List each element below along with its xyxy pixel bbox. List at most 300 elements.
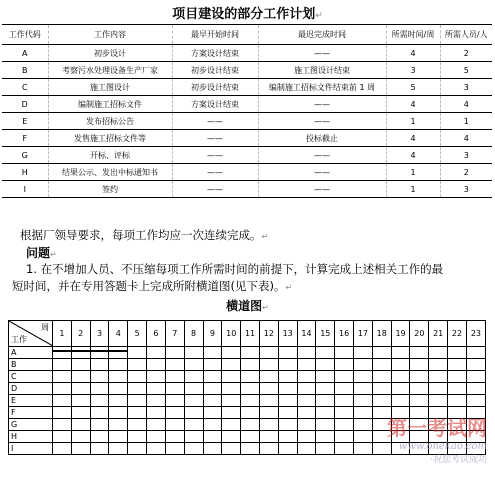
gantt-cell[interactable] — [410, 371, 429, 383]
plan-header-cell: 工作代码 — [2, 25, 48, 45]
week-header-cell: 14 — [297, 321, 316, 347]
gantt-cell[interactable] — [259, 395, 278, 407]
gantt-cell[interactable] — [391, 359, 410, 371]
week-header-cell: 21 — [429, 321, 448, 347]
work-plan-table — [2, 24, 492, 198]
requirement-text: 根据厂领导要求，每项工作均应一次连续完成。 — [20, 228, 262, 242]
gantt-cell[interactable] — [241, 371, 260, 383]
gantt-cell[interactable] — [53, 383, 72, 395]
plan-cell: 编制施工招标文件结束前 1 周 — [258, 79, 386, 96]
gantt-cell[interactable] — [354, 347, 373, 359]
gantt-cell[interactable] — [429, 347, 448, 359]
plan-cell: —— — [258, 147, 386, 164]
gantt-cell[interactable] — [109, 443, 128, 455]
plan-cell: 5 — [386, 79, 440, 96]
gantt-bar-segment — [72, 350, 90, 352]
gantt-cell[interactable] — [147, 359, 166, 371]
gantt-cell[interactable] — [297, 431, 316, 443]
gantt-cell[interactable] — [53, 431, 72, 443]
gantt-cell[interactable] — [128, 395, 147, 407]
plan-cell: 初步设计结束 — [172, 62, 258, 79]
gantt-cell[interactable] — [165, 383, 184, 395]
plan-header-cell: 所需人员/人 — [440, 25, 492, 45]
gantt-cell[interactable] — [410, 359, 429, 371]
week-header-cell: 10 — [222, 321, 241, 347]
gantt-cell[interactable] — [165, 347, 184, 359]
gantt-cell[interactable] — [90, 431, 109, 443]
gantt-cell[interactable] — [165, 419, 184, 431]
plan-row — [2, 164, 492, 181]
gantt-cell[interactable] — [53, 419, 72, 431]
gantt-cell[interactable] — [90, 407, 109, 419]
gantt-cell[interactable] — [147, 371, 166, 383]
gantt-cell[interactable] — [335, 347, 354, 359]
plan-row — [2, 79, 492, 96]
gantt-cell[interactable] — [90, 395, 109, 407]
plan-cell: 发售施工招标文件等 — [48, 130, 172, 147]
plan-cell: 结果公示、发出中标通知书 — [48, 164, 172, 181]
week-header-cell: 23 — [466, 321, 485, 347]
gantt-cell[interactable] — [354, 431, 373, 443]
gantt-cell[interactable] — [90, 419, 109, 431]
gantt-cell[interactable] — [109, 395, 128, 407]
question-line-2 — [12, 278, 495, 294]
gantt-cell[interactable] — [241, 347, 260, 359]
gantt-cell[interactable] — [53, 371, 72, 383]
gantt-cell[interactable] — [448, 395, 467, 407]
gantt-cell[interactable] — [335, 383, 354, 395]
week-header-cell: 13 — [278, 321, 297, 347]
gantt-cell[interactable] — [316, 359, 335, 371]
gantt-cell[interactable] — [90, 443, 109, 455]
gantt-cell[interactable] — [316, 419, 335, 431]
plan-cell: 方案设计结束 — [172, 96, 258, 113]
gantt-cell[interactable] — [203, 359, 222, 371]
gantt-cell[interactable] — [448, 359, 467, 371]
gantt-row — [9, 371, 486, 383]
gantt-cell[interactable] — [222, 431, 241, 443]
paragraph-mark-icon: ↵ — [262, 303, 269, 312]
gantt-cell[interactable] — [259, 407, 278, 419]
plan-cell: 1 — [440, 113, 492, 130]
gantt-cell[interactable] — [278, 419, 297, 431]
gantt-cell[interactable] — [335, 371, 354, 383]
plan-cell: 投标截止 — [258, 130, 386, 147]
gantt-cell[interactable] — [203, 407, 222, 419]
gantt-cell[interactable] — [410, 383, 429, 395]
gantt-cell[interactable] — [165, 431, 184, 443]
gantt-cell[interactable] — [278, 431, 297, 443]
plan-cell: 签约 — [48, 181, 172, 198]
plan-cell: —— — [258, 96, 386, 113]
gantt-cell[interactable] — [203, 395, 222, 407]
gantt-cell[interactable] — [354, 407, 373, 419]
plan-cell: 初步设计 — [48, 45, 172, 62]
week-header-cell: 18 — [372, 321, 391, 347]
week-header-cell: 11 — [241, 321, 260, 347]
gantt-cell[interactable] — [354, 443, 373, 455]
watermark — [387, 412, 487, 465]
gantt-cell[interactable] — [165, 443, 184, 455]
gantt-cell[interactable] — [147, 443, 166, 455]
gantt-cell[interactable] — [222, 407, 241, 419]
gantt-cell[interactable] — [222, 419, 241, 431]
gantt-cell[interactable] — [448, 383, 467, 395]
gantt-cell[interactable] — [410, 395, 429, 407]
plan-header-cell: 工作内容 — [48, 25, 172, 45]
plan-cell: —— — [172, 113, 258, 130]
plan-cell: 4 — [386, 96, 440, 113]
paragraph-mark-icon: ↵ — [261, 232, 269, 241]
gantt-cell[interactable] — [147, 383, 166, 395]
gantt-cell[interactable] — [109, 347, 128, 359]
gantt-cell[interactable] — [147, 431, 166, 443]
gantt-cell[interactable] — [297, 371, 316, 383]
gantt-cell[interactable] — [316, 395, 335, 407]
gantt-header-row — [9, 321, 486, 347]
plan-cell: —— — [258, 113, 386, 130]
gantt-cell[interactable] — [297, 383, 316, 395]
gantt-cell[interactable] — [71, 419, 90, 431]
corner-week-label: 周 — [41, 323, 49, 332]
gantt-cell[interactable] — [372, 383, 391, 395]
gantt-row-label: F — [9, 407, 53, 419]
gantt-cell[interactable] — [222, 383, 241, 395]
plan-cell: 4 — [440, 96, 492, 113]
gantt-cell[interactable] — [241, 443, 260, 455]
gantt-cell[interactable] — [259, 431, 278, 443]
gantt-cell[interactable] — [109, 383, 128, 395]
gantt-cell[interactable] — [297, 419, 316, 431]
gantt-cell[interactable] — [184, 419, 203, 431]
gantt-cell[interactable] — [203, 443, 222, 455]
gantt-cell[interactable] — [71, 431, 90, 443]
gantt-cell[interactable] — [354, 371, 373, 383]
gantt-cell[interactable] — [184, 443, 203, 455]
plan-cell: 1 — [386, 181, 440, 198]
gantt-cell[interactable] — [410, 347, 429, 359]
gantt-cell[interactable] — [165, 371, 184, 383]
week-header-cell: 7 — [165, 321, 184, 347]
gantt-cell[interactable] — [241, 383, 260, 395]
paragraph-mark-icon: ↵ — [50, 250, 57, 259]
plan-cell: 2 — [440, 45, 492, 62]
plan-header-cell: 最早开始时间 — [172, 25, 258, 45]
gantt-cell[interactable] — [466, 395, 485, 407]
gantt-cell[interactable] — [241, 407, 260, 419]
gantt-cell[interactable] — [71, 443, 90, 455]
gantt-cell[interactable] — [316, 347, 335, 359]
gantt-cell[interactable] — [184, 407, 203, 419]
gantt-cell[interactable] — [259, 359, 278, 371]
gantt-cell[interactable] — [278, 443, 297, 455]
gantt-cell[interactable] — [448, 371, 467, 383]
gantt-cell[interactable] — [184, 431, 203, 443]
gantt-cell[interactable] — [335, 443, 354, 455]
gantt-row-label: E — [9, 395, 53, 407]
plan-row — [2, 62, 492, 79]
plan-cell: 3 — [386, 62, 440, 79]
gantt-cell[interactable] — [259, 347, 278, 359]
gantt-cell[interactable] — [391, 347, 410, 359]
gantt-cell[interactable] — [71, 395, 90, 407]
gantt-cell[interactable] — [165, 395, 184, 407]
week-header-cell: 15 — [316, 321, 335, 347]
gantt-cell[interactable] — [147, 395, 166, 407]
plan-cell: 施工图设计 — [48, 79, 172, 96]
gantt-cell[interactable] — [165, 407, 184, 419]
plan-cell: 方案设计结束 — [172, 45, 258, 62]
gantt-cell[interactable] — [184, 359, 203, 371]
gantt-cell[interactable] — [297, 347, 316, 359]
gantt-corner-cell — [9, 321, 53, 347]
week-header-cell: 19 — [391, 321, 410, 347]
gantt-cell[interactable] — [71, 383, 90, 395]
gantt-row — [9, 383, 486, 395]
gantt-cell[interactable] — [466, 383, 485, 395]
gantt-cell[interactable] — [184, 383, 203, 395]
week-header-cell: 4 — [109, 321, 128, 347]
plan-cell: 4 — [440, 130, 492, 147]
gantt-cell[interactable] — [222, 359, 241, 371]
plan-cell: —— — [172, 181, 258, 198]
gantt-row — [9, 347, 486, 359]
plan-cell: 3 — [440, 79, 492, 96]
gantt-cell[interactable] — [128, 443, 147, 455]
gantt-cell[interactable] — [466, 371, 485, 383]
gantt-cell[interactable] — [109, 359, 128, 371]
gantt-cell[interactable] — [391, 383, 410, 395]
gantt-cell[interactable] — [241, 359, 260, 371]
plan-cell: 5 — [440, 62, 492, 79]
gantt-cell[interactable] — [335, 431, 354, 443]
gantt-cell[interactable] — [184, 395, 203, 407]
gantt-cell[interactable] — [53, 347, 72, 359]
gantt-cell[interactable] — [278, 371, 297, 383]
gantt-cell[interactable] — [147, 347, 166, 359]
gantt-cell[interactable] — [429, 371, 448, 383]
gantt-cell[interactable] — [128, 371, 147, 383]
paragraph-mark-icon: ↵ — [285, 283, 293, 292]
plan-cell: 考察污水处理设备生产厂家 — [48, 62, 172, 79]
gantt-row-label: I — [9, 443, 53, 455]
gantt-cell[interactable] — [71, 359, 90, 371]
gantt-cell[interactable] — [222, 371, 241, 383]
gantt-cell[interactable] — [53, 395, 72, 407]
question-heading-text: 问题 — [26, 246, 51, 260]
gantt-cell[interactable] — [316, 431, 335, 443]
gantt-cell[interactable] — [335, 419, 354, 431]
watermark-url: www.onekao.com — [398, 441, 487, 452]
gantt-cell[interactable] — [109, 407, 128, 419]
gantt-cell[interactable] — [109, 419, 128, 431]
week-header-cell: 1 — [53, 321, 72, 347]
gantt-cell[interactable] — [316, 407, 335, 419]
plan-cell: —— — [172, 147, 258, 164]
gantt-cell[interactable] — [278, 383, 297, 395]
gantt-cell[interactable] — [222, 395, 241, 407]
gantt-title — [0, 297, 495, 314]
gantt-cell[interactable] — [316, 443, 335, 455]
gantt-cell[interactable] — [335, 395, 354, 407]
gantt-cell[interactable] — [278, 347, 297, 359]
gantt-cell[interactable] — [259, 383, 278, 395]
plan-cell: —— — [258, 181, 386, 198]
gantt-cell[interactable] — [354, 359, 373, 371]
paragraph-mark-icon: ↵ — [315, 11, 323, 21]
gantt-cell[interactable] — [335, 407, 354, 419]
gantt-cell[interactable] — [429, 395, 448, 407]
gantt-cell[interactable] — [128, 431, 147, 443]
gantt-cell[interactable] — [53, 443, 72, 455]
week-header-cell: 2 — [71, 321, 90, 347]
gantt-cell[interactable] — [147, 419, 166, 431]
week-header-cell: 22 — [448, 321, 467, 347]
week-header-cell: 17 — [354, 321, 373, 347]
gantt-cell[interactable] — [128, 383, 147, 395]
gantt-row-label: C — [9, 371, 53, 383]
gantt-cell[interactable] — [184, 347, 203, 359]
plan-cell: —— — [172, 130, 258, 147]
watermark-slogan: ·祝您考试成功 — [430, 455, 487, 465]
plan-cell: A — [2, 45, 48, 62]
gantt-cell[interactable] — [109, 371, 128, 383]
gantt-cell[interactable] — [241, 431, 260, 443]
plan-row — [2, 147, 492, 164]
gantt-title-text: 横道图 — [226, 299, 263, 313]
gantt-cell[interactable] — [128, 359, 147, 371]
plan-cell: H — [2, 164, 48, 181]
gantt-cell[interactable] — [372, 395, 391, 407]
gantt-cell[interactable] — [259, 443, 278, 455]
question-line-1-text: 1. 在不增加人员、不压缩每项工作所需时间的前提下，计算完成上述相关工作的最 — [26, 262, 444, 276]
gantt-cell[interactable] — [429, 383, 448, 395]
plan-cell: 3 — [440, 181, 492, 198]
gantt-cell[interactable] — [297, 359, 316, 371]
gantt-cell[interactable] — [297, 407, 316, 419]
gantt-cell[interactable] — [278, 395, 297, 407]
gantt-cell[interactable] — [203, 431, 222, 443]
week-header-cell: 8 — [184, 321, 203, 347]
plan-cell: I — [2, 181, 48, 198]
plan-cell: 1 — [386, 164, 440, 181]
gantt-cell[interactable] — [354, 419, 373, 431]
plan-cell: 编制施工招标文件 — [48, 96, 172, 113]
gantt-cell[interactable] — [71, 407, 90, 419]
gantt-cell[interactable] — [109, 431, 128, 443]
question-heading — [26, 244, 495, 261]
gantt-cell[interactable] — [90, 371, 109, 383]
plan-header-cell: 最迟完成时间 — [258, 25, 386, 45]
gantt-cell[interactable] — [354, 383, 373, 395]
gantt-bar-segment — [91, 350, 109, 352]
gantt-cell[interactable] — [147, 407, 166, 419]
gantt-row-label: D — [9, 383, 53, 395]
gantt-cell[interactable] — [259, 371, 278, 383]
gantt-cell[interactable] — [203, 371, 222, 383]
gantt-cell[interactable] — [466, 347, 485, 359]
gantt-cell[interactable] — [297, 395, 316, 407]
gantt-cell[interactable] — [429, 359, 448, 371]
gantt-cell[interactable] — [354, 395, 373, 407]
plan-cell: —— — [258, 45, 386, 62]
gantt-cell[interactable] — [165, 359, 184, 371]
gantt-cell[interactable] — [222, 443, 241, 455]
question-line-1 — [26, 261, 495, 277]
requirement-paragraph — [20, 227, 495, 243]
gantt-cell[interactable] — [335, 359, 354, 371]
gantt-cell[interactable] — [222, 347, 241, 359]
gantt-cell[interactable] — [53, 359, 72, 371]
plan-cell: 1 — [386, 113, 440, 130]
gantt-cell[interactable] — [466, 359, 485, 371]
gantt-cell[interactable] — [203, 347, 222, 359]
gantt-cell[interactable] — [241, 395, 260, 407]
gantt-cell[interactable] — [448, 347, 467, 359]
week-header-cell: 6 — [147, 321, 166, 347]
gantt-cell[interactable] — [71, 347, 90, 359]
gantt-cell[interactable] — [372, 359, 391, 371]
gantt-row-label: A — [9, 347, 53, 359]
gantt-cell[interactable] — [128, 419, 147, 431]
gantt-cell[interactable] — [372, 371, 391, 383]
week-header-cell: 3 — [90, 321, 109, 347]
week-header-cell: 12 — [259, 321, 278, 347]
plan-cell: 开标、评标 — [48, 147, 172, 164]
gantt-cell[interactable] — [203, 383, 222, 395]
gantt-row-label: B — [9, 359, 53, 371]
gantt-cell[interactable] — [372, 347, 391, 359]
question-line-2-text: 短时间，并在专用答题卡上完成所附横道图(见下表)。 — [12, 279, 286, 293]
gantt-cell[interactable] — [278, 407, 297, 419]
gantt-cell[interactable] — [90, 347, 109, 359]
gantt-cell[interactable] — [259, 419, 278, 431]
gantt-cell[interactable] — [241, 419, 260, 431]
gantt-cell[interactable] — [391, 395, 410, 407]
plan-cell: G — [2, 147, 48, 164]
watermark-brand: 第一考试网 — [387, 416, 487, 440]
gantt-cell[interactable] — [90, 359, 109, 371]
gantt-cell[interactable] — [316, 383, 335, 395]
gantt-cell[interactable] — [316, 371, 335, 383]
plan-row — [2, 181, 492, 198]
gantt-bar-segment — [53, 350, 71, 352]
gantt-bar-segment — [109, 350, 127, 352]
week-header-cell: 20 — [410, 321, 429, 347]
document-title-text: 项目建设的部分工作计划 — [172, 7, 316, 22]
gantt-cell[interactable] — [90, 383, 109, 395]
gantt-cell[interactable] — [184, 371, 203, 383]
week-header-cell: 5 — [128, 321, 147, 347]
gantt-cell[interactable] — [278, 359, 297, 371]
plan-cell: 4 — [386, 45, 440, 62]
gantt-cell[interactable] — [203, 419, 222, 431]
gantt-cell[interactable] — [71, 371, 90, 383]
plan-header-cell: 所需时间/周 — [386, 25, 440, 45]
gantt-row — [9, 395, 486, 407]
gantt-cell[interactable] — [297, 443, 316, 455]
plan-row — [2, 113, 492, 130]
gantt-cell[interactable] — [128, 407, 147, 419]
gantt-cell[interactable] — [53, 407, 72, 419]
plan-cell: F — [2, 130, 48, 147]
gantt-cell[interactable] — [391, 371, 410, 383]
plan-cell: 4 — [386, 130, 440, 147]
plan-cell: D — [2, 96, 48, 113]
gantt-cell[interactable] — [128, 347, 147, 359]
plan-cell: 发布招标公告 — [48, 113, 172, 130]
plan-cell: E — [2, 113, 48, 130]
